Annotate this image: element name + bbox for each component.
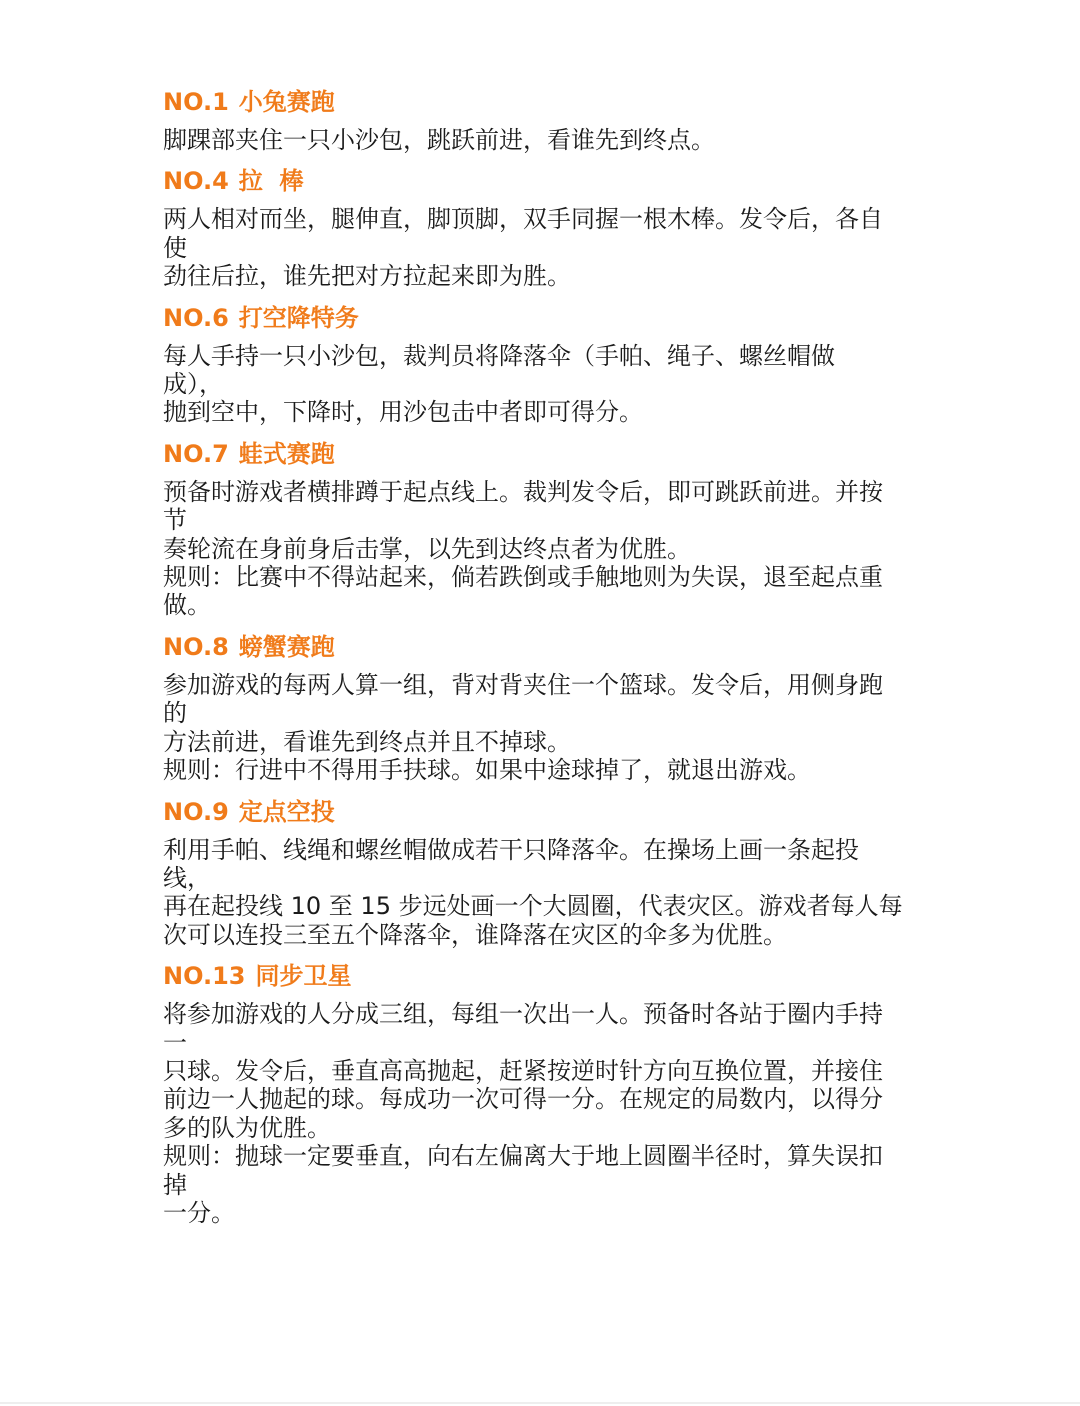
description-line: 一 [163,1028,187,1057]
game-title [163,629,923,665]
description-line: 使 [163,233,187,262]
game-description [163,478,923,620]
game-description [163,205,923,290]
description-line: 劲往后拉，谁先把对方拉起来即为胜。 [163,262,571,291]
rule-line: 一分。 [163,1198,235,1227]
description-line: 将参加游戏的人分成三组，每组一次出一人。预备时各站于圈内手持 [163,1000,883,1029]
game-description [163,671,923,785]
description-line: 每人手持一只小沙包，裁判员将降落伞（手帕、绳子、螺丝帽做 [163,341,835,370]
game-title [163,163,923,199]
game-title [163,300,923,336]
description-line: 预备时游戏者横排蹲于起点线上。裁判发令后，即可跳跃前进。并按 [163,477,883,506]
description-line: 参加游戏的每两人算一组，背对背夹住一个篮球。发令后，用侧身跑 [163,670,883,699]
game-name: 同步卫星 [255,962,352,991]
game-item [163,958,923,1227]
description-line: 方法前进，看谁先到终点并且不掉球。 [163,727,571,756]
description-line: 只球。发令后，垂直高高抛起，赶紧按逆时针方向互换位置，并接住 [163,1056,883,1085]
description-line: 多的队为优胜。 [163,1113,331,1142]
description-line: 节 [163,506,187,535]
game-description [163,1000,923,1227]
description-line: 脚踝部夹住一只小沙包，跳跃前进，看谁先到终点。 [163,126,715,154]
game-description [163,836,923,950]
game-name: 蛙式赛跑 [238,439,335,468]
description-line: 奏轮流在身前身后击掌，以先到达终点者为优胜。 [163,534,691,563]
description-line: 利用手帕、线绳和螺丝帽做成若干只降落伞。在操场上画一条起投 [163,835,859,864]
game-number: NO.6 [163,303,229,332]
rule-line: 规则：抛球一定要垂直，向右左偏离大于地上圆圈半径时，算失误扣 [163,1142,883,1171]
game-name: 定点空投 [238,797,335,826]
game-item [163,300,923,427]
game-list [163,84,923,1236]
description-line: 两人相对而坐，腿伸直，脚顶脚，双手同握一根木棒。发令后，各自 [163,205,883,234]
game-title [163,436,923,472]
game-title [163,794,923,830]
rule-line: 规则：行进中不得用手扶球。如果中途球掉了，就退出游戏。 [163,756,811,785]
game-item [163,794,923,950]
description-line: 的 [163,699,187,728]
game-number: NO.4 [163,167,229,196]
game-number: NO.9 [163,797,229,826]
game-description [163,342,923,427]
rule-line: 掉 [163,1170,187,1199]
game-item [163,629,923,785]
game-item [163,84,923,154]
game-name: 小兔赛跑 [238,88,335,116]
game-number: NO.7 [163,439,229,468]
game-number: NO.13 [163,962,246,991]
description-line: 成）， [163,370,223,399]
rule-line: 规则：比赛中不得站起来，倘若跌倒或手触地则为失误，退至起点重 [163,563,883,592]
game-name: 螃蟹赛跑 [238,632,335,661]
bottom-divider [0,1402,1080,1404]
description-line: 线， [163,863,211,892]
game-number: NO.8 [163,632,229,661]
game-name: 拉 棒 [238,167,304,196]
game-name: 打空降特务 [238,303,359,332]
description-line: 次可以连投三至五个降落伞，谁降落在灾区的伞多为优胜。 [163,920,787,949]
description-line: 前边一人抛起的球。每成功一次可得一分。在规定的局数内，以得分 [163,1085,883,1114]
description-line: 抛到空中，下降时，用沙包击中者即可得分。 [163,398,643,427]
description-line: 再在起投线 10 至 15 步远处画一个大圆圈，代表灾区。游戏者每人每 [163,892,903,921]
game-title [163,958,923,994]
game-description [163,126,923,154]
rule-line: 做。 [163,591,211,620]
game-item [163,436,923,620]
game-item [163,163,923,290]
game-number: NO.1 [163,88,229,116]
game-title [163,84,923,120]
